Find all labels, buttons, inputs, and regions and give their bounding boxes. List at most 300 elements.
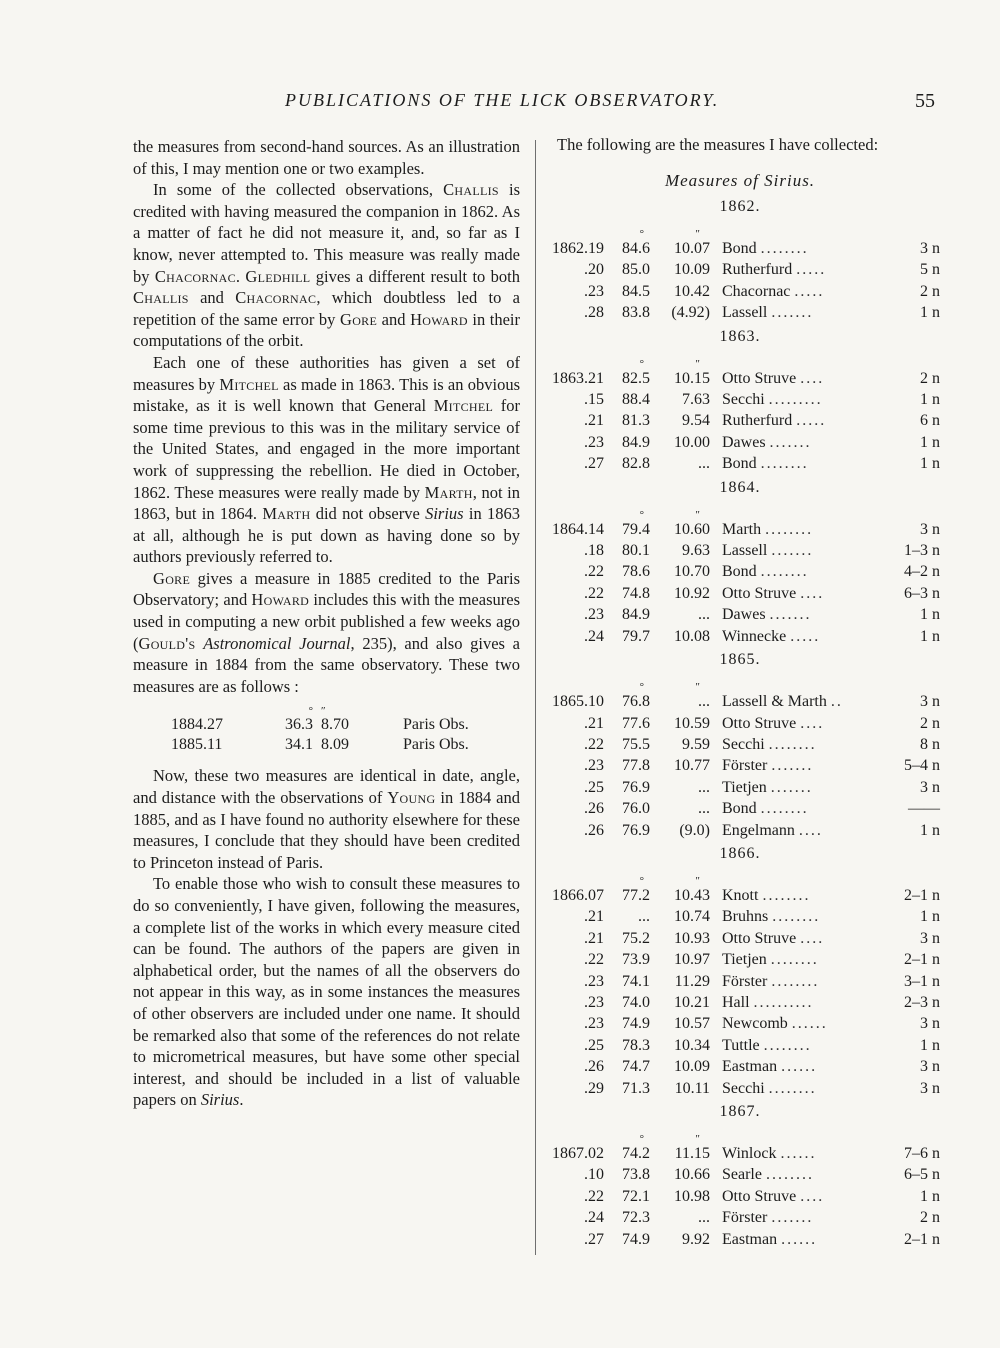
observer-name: Secchi	[722, 391, 765, 409]
distance-cell: 10.59	[674, 714, 710, 732]
measure-row	[540, 1056, 940, 1077]
dot-leader: .......	[770, 778, 813, 796]
year-block-table	[540, 1135, 940, 1250]
name-challis: Challis	[133, 288, 189, 308]
nights-cell: 2–1 n	[904, 1230, 940, 1248]
paragraph-text: the measures from second-hand sources. As an illustration of this, I may mention one or two examples.	[133, 137, 520, 178]
observer-cell	[722, 389, 890, 410]
observer-name: Lassell & Marth	[722, 693, 827, 711]
running-title: PUBLICATIONS OF THE LICK OBSERVATORY.	[285, 90, 720, 110]
angle-cell: 75.2	[622, 929, 650, 947]
epoch-cell: .23	[584, 433, 604, 451]
measure-row	[540, 1013, 940, 1034]
measure-row	[540, 734, 940, 755]
year-block-table	[540, 683, 940, 841]
angle-cell: 83.8	[622, 304, 650, 322]
angle-cell: ...	[638, 908, 650, 926]
observer-name: Tuttle	[722, 1036, 760, 1054]
dot-leader: .......	[771, 542, 814, 560]
measure-row	[540, 949, 940, 970]
name-mitchel: Mitchel	[433, 396, 494, 416]
year-heading: 1865.	[719, 651, 761, 669]
distance-cell: (9.0)	[679, 821, 710, 839]
measure-row	[540, 583, 940, 604]
year-heading: 1867.	[719, 1103, 761, 1120]
angle-cell: 76.8	[622, 693, 650, 711]
observer-cell	[722, 368, 890, 389]
name-marth: Marth	[262, 504, 311, 524]
observer-cell	[722, 1013, 890, 1034]
observer-cell: Paris Obs.	[403, 736, 469, 754]
name-young: Young	[387, 788, 436, 808]
measure-row	[540, 777, 940, 798]
angle-cell: 36.3	[285, 716, 313, 734]
distance-cell: 10.42	[674, 282, 710, 300]
angle-cell: 85.0	[622, 261, 650, 279]
observer-name: Lassell	[722, 542, 768, 560]
left-column	[133, 136, 520, 1111]
observer-name: Marth	[722, 520, 762, 538]
angle-cell: 88.4	[622, 391, 650, 409]
epoch-cell: .15	[584, 391, 604, 409]
observer-cell	[722, 259, 890, 280]
measure-row	[540, 971, 940, 992]
paragraph-5	[133, 765, 520, 873]
measure-row	[540, 626, 940, 647]
seconds-mark: ″	[695, 681, 700, 694]
distance-cell: ...	[698, 1209, 710, 1227]
angle-cell: 74.8	[622, 584, 650, 602]
dot-leader: ......	[781, 1230, 818, 1248]
dot-leader: ..	[830, 693, 843, 711]
observer-cell	[722, 928, 890, 949]
epoch-cell: 1864.14	[552, 520, 604, 538]
nights-cell: 1 n	[920, 391, 940, 409]
dot-leader: .....	[796, 412, 827, 430]
text-run: and	[377, 309, 411, 329]
angle-cell: 75.5	[622, 735, 650, 753]
epoch-cell: .24	[584, 1209, 604, 1227]
distance-cell: 10.92	[674, 584, 710, 602]
observer-name: Förster	[722, 972, 768, 990]
nights-cell: 3 n	[920, 520, 940, 538]
distance-cell: 10.60	[674, 520, 710, 538]
observer-name: Hall	[722, 993, 750, 1011]
distance-cell: 10.00	[674, 433, 710, 451]
epoch-cell: .18	[584, 542, 604, 560]
distance-cell: ...	[698, 693, 710, 711]
year-block-table	[540, 874, 940, 1099]
observer-cell	[722, 519, 890, 540]
measure-row	[540, 992, 940, 1013]
epoch-cell: .26	[584, 1058, 604, 1076]
epoch-cell: .23	[584, 1015, 604, 1033]
name-chacornac: Chacornac	[235, 288, 317, 308]
name-howard: Howard	[251, 590, 310, 610]
paragraph-3	[133, 352, 520, 568]
angle-cell: 77.2	[622, 886, 650, 904]
distance-cell: 10.11	[674, 1079, 710, 1097]
measure-row	[540, 368, 940, 389]
epoch-cell: .25	[584, 778, 604, 796]
paragraph-1	[133, 136, 520, 179]
dot-leader: ....	[800, 584, 825, 602]
text-run: .	[235, 266, 246, 286]
angle-cell: 80.1	[622, 542, 650, 560]
nights-cell: 2 n	[920, 282, 940, 300]
dot-leader: ........	[763, 1036, 812, 1054]
measure-row	[540, 906, 940, 927]
measure-row	[540, 928, 940, 949]
journal-title: Astronomical Journal	[203, 633, 351, 653]
name-challis: Challis	[443, 180, 499, 200]
name-sirius: Sirius	[425, 504, 464, 524]
measure-row	[540, 1229, 940, 1250]
angle-cell: 74.0	[622, 993, 650, 1011]
measure-row	[540, 519, 940, 540]
seconds-mark: ″	[695, 874, 700, 887]
epoch-cell: .10	[584, 1166, 604, 1184]
nights-cell: 1 n	[920, 908, 940, 926]
observer-cell	[722, 755, 890, 776]
distance-cell: 11.29	[674, 972, 710, 990]
dot-leader: ........	[765, 520, 814, 538]
dot-leader: ....	[800, 714, 825, 732]
measure-row	[540, 604, 940, 625]
angle-cell: 79.7	[622, 627, 650, 645]
epoch-cell: .22	[584, 563, 604, 581]
table-row	[171, 735, 469, 755]
epoch-cell: .23	[584, 993, 604, 1011]
epoch-cell: .23	[584, 606, 604, 624]
observer-cell	[722, 281, 890, 302]
observer-name: Bond	[722, 563, 757, 581]
seconds-mark: ″	[321, 705, 326, 718]
observer-cell	[722, 626, 890, 647]
running-header	[285, 90, 975, 116]
distance-cell: 10.07	[674, 240, 710, 257]
angle-cell: 74.9	[622, 1015, 650, 1033]
epoch-cell: .22	[584, 951, 604, 969]
year-block-table	[540, 357, 940, 475]
distance-cell: 10.74	[674, 908, 710, 926]
nights-cell: 6–3 n	[904, 584, 940, 602]
paragraph-2	[133, 179, 520, 352]
dot-leader: ....	[798, 821, 823, 839]
text-run: To enable those who wish to consult these measures to do so conveniently, I have given, following the measures, a complete list of the works in which every measure cited can be found. The authors of the papers are given in alphabetical order, but the names of all the observers do not appear in this way, as in some instances the measures of other observers are included under one name. It should be remarked also that some of the references do not relate to micrometrical measures, but have some other special interest, and should be included in a list of valuable papers on	[133, 874, 520, 1110]
observer-name: Winlock	[722, 1145, 777, 1162]
paris-measures-table	[171, 707, 469, 755]
text-run: includes this with the measures used in computing a new orbit published a few weeks ago (	[133, 590, 520, 653]
observer-name: Tietjen	[722, 951, 767, 969]
epoch-cell: .20	[584, 261, 604, 279]
name-gore: Gore	[153, 568, 191, 588]
observer-cell	[722, 734, 890, 755]
observer-name: Rutherfurd	[722, 261, 793, 279]
measure-row	[540, 1164, 940, 1185]
observer-name: Bond	[722, 240, 757, 257]
observer-name: Dawes	[722, 433, 766, 451]
measure-row	[540, 713, 940, 734]
observer-cell	[722, 1035, 890, 1056]
observer-name: Dawes	[722, 606, 766, 624]
nights-cell: 1 n	[920, 627, 940, 645]
epoch-cell: .26	[584, 800, 604, 818]
right-column	[540, 134, 940, 1250]
epoch-cell: .27	[584, 455, 604, 473]
dot-leader: ........	[768, 735, 817, 753]
name-howard: Howard	[410, 309, 468, 329]
nights-cell: 3–1 n	[904, 972, 940, 990]
dot-leader: .....	[796, 261, 827, 279]
observer-cell	[722, 691, 890, 712]
epoch-cell: .23	[584, 282, 604, 300]
nights-cell: 3 n	[920, 240, 940, 257]
observer-name: Bruhns	[722, 908, 769, 926]
unit-marks-row	[540, 1135, 940, 1143]
text-run: Now, these two measures are identical in date, angle, and distance with the observations of	[133, 766, 520, 808]
measure-row	[540, 561, 940, 582]
nights-cell: 3 n	[920, 929, 940, 947]
angle-cell: 82.5	[622, 369, 650, 387]
dot-leader: ......	[780, 1145, 817, 1162]
distance-cell: ...	[698, 606, 710, 624]
nights-cell: ——	[908, 800, 940, 818]
observer-name: Otto Struve	[722, 1187, 797, 1205]
measure-row	[540, 1078, 940, 1099]
angle-cell: 82.8	[622, 455, 650, 473]
observer-name: Eastman	[722, 1230, 778, 1248]
paragraph-6	[133, 873, 520, 1111]
observer-cell	[722, 1207, 890, 1228]
seconds-mark: ″	[695, 228, 700, 240]
nights-cell: 2–1 n	[904, 886, 940, 904]
observer-cell	[722, 1078, 890, 1099]
observer-name: Lassell	[722, 304, 768, 322]
observer-name: Secchi	[722, 735, 765, 753]
nights-cell: 2 n	[920, 369, 940, 387]
observer-cell	[722, 1229, 890, 1250]
distance-cell: 9.59	[682, 735, 710, 753]
angle-cell: 72.3	[622, 1209, 650, 1227]
observer-name: Otto Struve	[722, 584, 797, 602]
observer-cell	[722, 540, 890, 561]
distance-cell: 9.92	[682, 1230, 710, 1248]
angle-cell: 84.9	[622, 606, 650, 624]
epoch-cell: .25	[584, 1036, 604, 1054]
nights-cell: 1 n	[920, 433, 940, 451]
unit-marks-row	[540, 360, 940, 368]
text-run: , which doubtless led to a repetition of the same error by	[133, 288, 520, 329]
angle-cell: 76.9	[622, 821, 650, 839]
name-gould: Gould's	[138, 633, 196, 653]
text-run: for some time previous to this was in the military service of the United States, and engaged in the more important work of suppressing the rebellion. He died in October, 1862. These measures were really made by	[133, 396, 520, 502]
degree-mark: °	[639, 357, 644, 370]
observer-cell	[722, 949, 890, 970]
dot-leader: .....	[794, 282, 825, 300]
nights-cell: 3 n	[920, 778, 940, 796]
year-heading: 1866.	[719, 844, 761, 862]
text-run: in 1884 and 1885, and as I have found no authority elsewhere for these measures, I conclude that they should have been credited to Princeton instead of Paris.	[133, 788, 520, 872]
distance-cell: ...	[698, 800, 710, 818]
nights-cell: 2 n	[920, 1209, 940, 1227]
text-run: .	[239, 1090, 244, 1110]
angle-cell: 84.5	[622, 282, 650, 300]
nights-cell: 7–6 n	[904, 1145, 940, 1162]
angle-cell: 78.6	[622, 563, 650, 581]
observer-cell	[722, 604, 890, 625]
measure-row	[540, 410, 940, 431]
measure-row	[540, 755, 940, 776]
dot-leader: ........	[770, 951, 819, 969]
measure-row	[540, 691, 940, 712]
degree-mark: °	[639, 1133, 644, 1145]
nights-cell: 5 n	[920, 261, 940, 279]
angle-cell: 84.6	[622, 240, 650, 257]
measure-row	[540, 885, 940, 906]
nights-cell: 8 n	[920, 735, 940, 753]
distance-cell: 10.15	[674, 369, 710, 387]
dot-leader: ........	[768, 1079, 817, 1097]
degree-mark: °	[639, 874, 644, 887]
distance-cell: 10.57	[674, 1015, 710, 1033]
angle-cell: 77.8	[622, 757, 650, 775]
dot-leader: ........	[762, 886, 811, 904]
distance-cell: 10.93	[674, 929, 710, 947]
year-heading: 1864.	[719, 478, 761, 496]
observer-name: Bond	[722, 455, 757, 473]
observer-name: Otto Struve	[722, 369, 797, 387]
epoch-cell: .22	[584, 1187, 604, 1205]
epoch-cell: .22	[584, 584, 604, 602]
degree-mark: °	[639, 681, 644, 694]
observer-cell: Paris Obs.	[403, 716, 469, 734]
nights-cell: 2 n	[920, 714, 940, 732]
observer-cell	[722, 906, 890, 927]
name-gore: Gore	[339, 309, 378, 329]
unit-marks-row	[540, 683, 940, 691]
text-run: gives a measure in 1885 credited to the Paris Observatory; and	[133, 568, 520, 610]
dot-leader: ........	[760, 563, 809, 581]
angle-cell: 73.8	[622, 1166, 650, 1184]
unit-marks-row	[540, 230, 940, 238]
distance-cell: 10.97	[674, 951, 710, 969]
nights-cell: 1–3 n	[904, 542, 940, 560]
measure-row	[540, 389, 940, 410]
text-run: , not in 1863, but in 1864.	[133, 482, 521, 524]
dot-leader: ........	[765, 1166, 814, 1184]
observer-cell	[722, 971, 890, 992]
dot-leader: ..........	[753, 993, 814, 1011]
observer-name: Otto Struve	[722, 714, 797, 732]
nights-cell: 4–2 n	[904, 563, 940, 581]
observer-name: Chacornac	[722, 282, 791, 300]
page-number: 55	[915, 90, 935, 112]
dot-leader: ......	[791, 1015, 828, 1033]
observer-cell	[722, 1186, 890, 1207]
measure-row	[540, 540, 940, 561]
angle-cell: 74.7	[622, 1058, 650, 1076]
dot-leader: ....	[800, 1187, 825, 1205]
distance-cell: 11.15	[674, 1145, 710, 1162]
distance-cell: ...	[698, 455, 710, 473]
epoch-cell: .23	[584, 757, 604, 775]
observer-cell	[722, 992, 890, 1013]
distance-cell: 10.09	[674, 261, 710, 279]
observer-name: Otto Struve	[722, 929, 797, 947]
distance-cell: 10.08	[674, 627, 710, 645]
degree-mark: °	[639, 228, 644, 240]
angle-cell: 76.9	[622, 778, 650, 796]
angle-cell: 34.1	[285, 736, 313, 754]
distance-cell: 10.09	[674, 1058, 710, 1076]
dot-leader: .....	[790, 627, 821, 645]
angle-cell: 79.4	[622, 520, 650, 538]
nights-cell: 3 n	[920, 1058, 940, 1076]
year-block-table	[540, 508, 940, 647]
epoch-cell: 1867.02	[552, 1145, 604, 1162]
dot-leader: ........	[760, 240, 809, 257]
epoch-cell: .26	[584, 821, 604, 839]
text-run: did not observe	[310, 504, 426, 524]
observer-cell	[722, 798, 890, 819]
table-intro: The following are the measures I have collected:	[557, 135, 879, 154]
table-row	[171, 715, 469, 735]
nights-cell: 2–3 n	[904, 993, 940, 1011]
epoch-cell: .24	[584, 627, 604, 645]
observer-cell	[722, 238, 890, 259]
epoch-cell: .27	[584, 1230, 604, 1248]
seconds-mark: ″	[695, 508, 700, 521]
text-run: Each one of these authorities has given a set of measures by	[133, 352, 520, 394]
distance-cell: 10.98	[674, 1187, 710, 1205]
text-run: is credited with having measured the companion in 1862. As a matter of fact he did not measure it, and, so far as I know, never attempted to. This measure was really made by	[133, 180, 520, 286]
distance-cell: 8.09	[321, 736, 349, 754]
observer-name: Förster	[722, 757, 768, 775]
angle-cell: 74.2	[622, 1145, 650, 1162]
nights-cell: 3 n	[920, 1079, 940, 1097]
nights-cell: 6 n	[920, 412, 940, 430]
observer-cell	[722, 561, 890, 582]
angle-cell: 72.1	[622, 1187, 650, 1205]
measure-row	[540, 1035, 940, 1056]
angle-cell: 81.3	[622, 412, 650, 430]
year-heading: 1862.	[719, 198, 761, 215]
dot-leader: .......	[769, 433, 812, 451]
epoch-cell: .21	[584, 714, 604, 732]
nights-cell: 1 n	[920, 304, 940, 322]
epoch-cell: 1862.19	[552, 240, 604, 257]
unit-marks-row	[540, 511, 940, 519]
observer-name: Engelmann	[722, 821, 795, 839]
epoch-cell: .21	[584, 412, 604, 430]
observer-name: Secchi	[722, 1079, 765, 1097]
distance-cell: 8.70	[321, 716, 349, 734]
text-run: in their computations of the orbit.	[133, 309, 520, 351]
distance-cell: 10.21	[674, 993, 710, 1011]
dot-leader: .......	[771, 1209, 814, 1227]
nights-cell: 3 n	[920, 693, 940, 711]
observer-cell	[722, 453, 890, 474]
angle-cell: 74.1	[622, 972, 650, 990]
epoch-cell: 1884.27	[171, 716, 223, 734]
dot-leader: ....	[800, 369, 825, 387]
measure-row	[540, 798, 940, 819]
distance-cell: (4.92)	[671, 304, 710, 322]
dot-leader: ........	[771, 972, 820, 990]
dot-leader: .........	[768, 391, 823, 409]
observer-cell	[722, 583, 890, 604]
